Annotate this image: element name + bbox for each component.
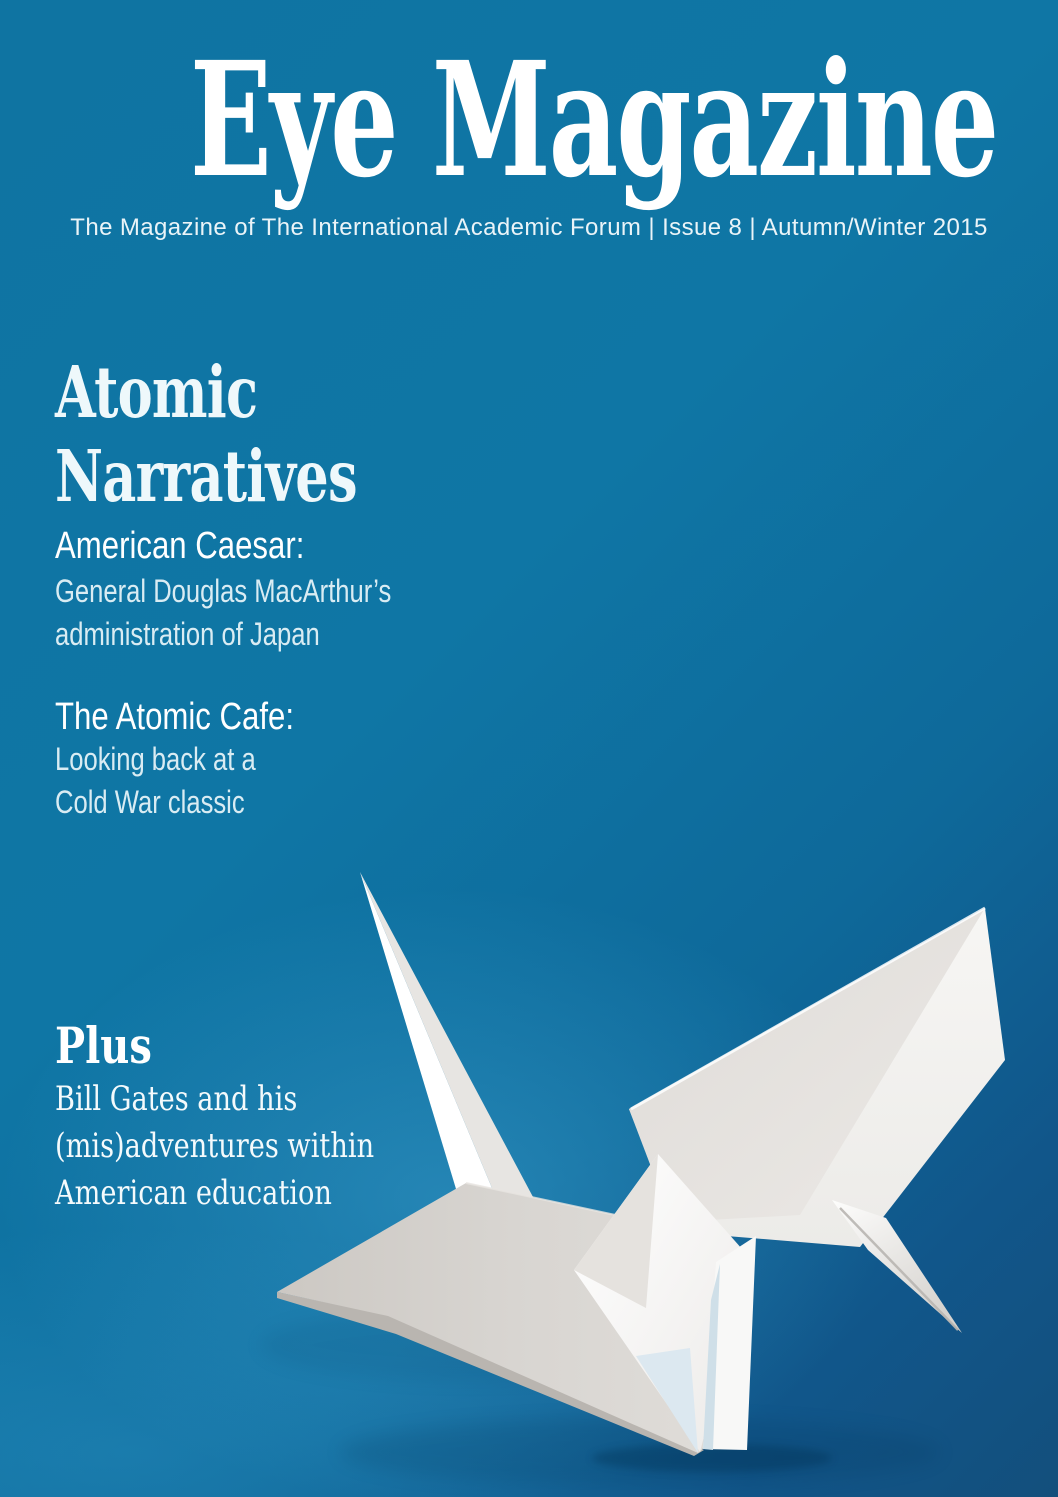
- plus-line1: Bill Gates and his: [55, 1079, 298, 1119]
- plus-description: [55, 1076, 374, 1217]
- story1-description: [55, 570, 391, 656]
- story2-description: [55, 738, 256, 824]
- story1-line2: administration of Japan: [55, 616, 320, 652]
- story1-heading: American Caesar:: [55, 525, 305, 567]
- plus-heading: Plus: [55, 1016, 152, 1075]
- story2-heading: The Atomic Cafe:: [55, 696, 295, 738]
- feature-headline: [55, 350, 357, 518]
- plus-line2: (mis)adventures within: [55, 1126, 375, 1166]
- plus-line3: American education: [55, 1173, 332, 1213]
- feature-headline-line2: Narratives: [55, 434, 357, 518]
- feature-headline-line1: Atomic: [55, 350, 258, 434]
- magazine-subtitle: The Magazine of The International Academic Forum | Issue 8 | Autumn/Winter 2015: [70, 214, 988, 241]
- story1-line1: General Douglas MacArthur’s: [55, 573, 392, 609]
- crane-tail-crease: [840, 1208, 958, 1330]
- magazine-title: Eye Magazine: [189, 28, 998, 213]
- story2-line1: Looking back at a: [55, 741, 256, 777]
- masthead: [0, 28, 1058, 242]
- story2-line2: Cold War classic: [55, 784, 245, 820]
